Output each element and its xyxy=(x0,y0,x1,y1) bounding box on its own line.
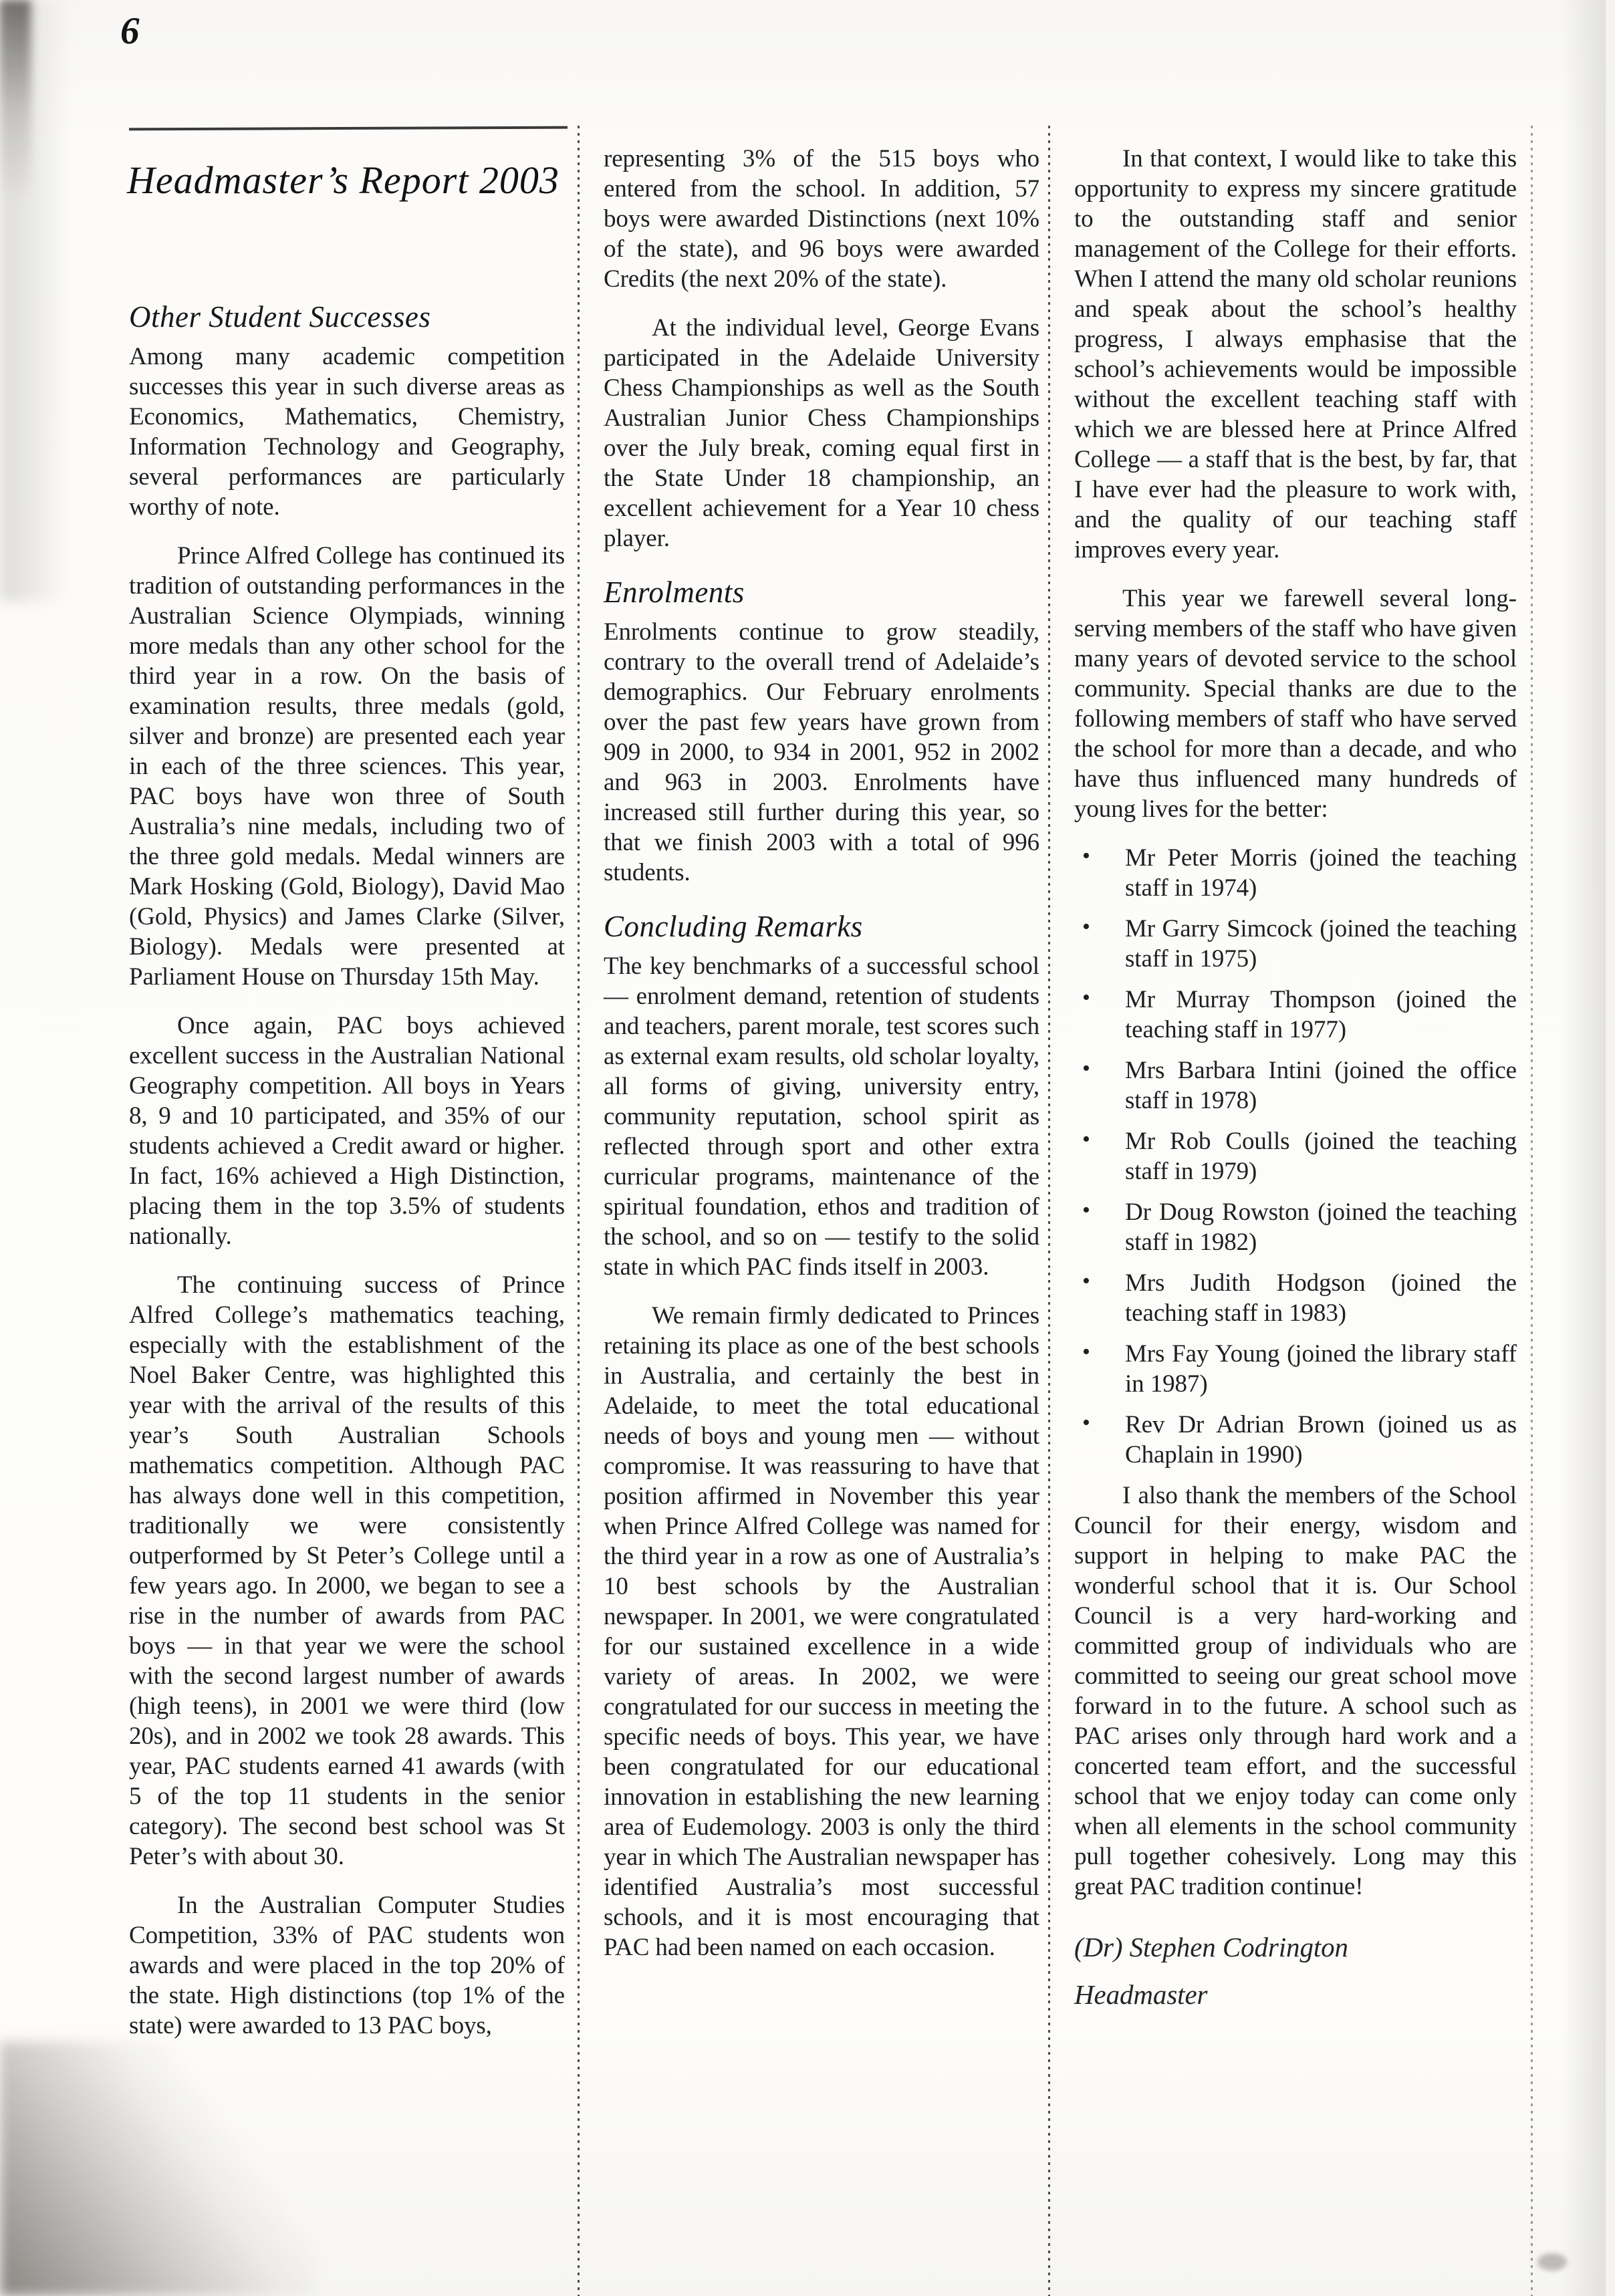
bullet-dot-icon: • xyxy=(1082,914,1090,939)
bullet-item xyxy=(1074,985,1517,1045)
paragraph: Prince Alfred College has continued its tradition of outstanding performances in the Australian Science Olympiads, winning more medals than any other school for the third year in a row. On the basis of examination results, three medals (gold, silver and bronze) are presented each year in each of the three sciences. This year, PAC boys have won three of South Australia’s nine medals, including two of the three gold medals. Medal winners are Mark Hosking (Gold, Biology), David Mao (Gold, Physics) and James Clarke (Silver, Biology). Medals were presented at Parliament House on Thursday 15th May. xyxy=(129,542,565,991)
bullet-text: Mrs Fay Young (joined the library staff in 1987) xyxy=(1125,1340,1517,1398)
bullet-item xyxy=(1074,1339,1517,1399)
paragraph: Among many academic competition successes this year in such diverse areas as Economics, Mathematics, Chemistry, Information Technology and Geography, several performances are particularly worthy of note. xyxy=(129,343,565,521)
page-title: Headmaster’s Report 2003 xyxy=(127,158,560,202)
signature-name: (Dr) Stephen Codrington xyxy=(1074,1932,1348,1962)
bullet-item xyxy=(1074,914,1517,974)
bullet-text: Mr Peter Morris (joined the teaching staff in 1974) xyxy=(1125,844,1517,902)
bullet-text: Mr Rob Coulls (joined the teaching staff in 1979) xyxy=(1125,1128,1517,1185)
column-divider-3 xyxy=(1531,126,1533,2296)
paragraph: We remain firmly dedicated to Princes retaining its place as one of the best schools in Australia, and certainly the best in Adelaide, to meet the total educational needs of boys and young men — without compromise. It was reassuring to have that position affirmed in November this year when Prince Alfred College was named for the third year in a row as one of Australia’s 10 best schools by the Australian newspaper. In 2001, we were congratulated for our sustained excellence in a wide variety of areas. In 2002, we were congratulated for our success in meeting the specific needs of boys. This year, we have been congratulated for our educational innovation in establishing the new learning area of Eudemology. 2003 is only the third year in which The Australian newspaper has identified Australia’s most successful schools, and it is most encouraging that PAC had been named on each occasion. xyxy=(604,1302,1039,1961)
bullet-dot-icon: • xyxy=(1082,1056,1090,1081)
paragraph: In the Australian Computer Studies Competition, 33% of PAC students won awards and were placed in the top 20% of the state. High distinctions (top 1% of the state) were awarded to 13 PAC boys, xyxy=(129,1892,565,2039)
page-number: 6 xyxy=(120,10,140,52)
paragraph: The continuing success of Prince Alfred College’s mathematics teaching, especially with the establishment of the Noel Baker Centre, was highlighted this year with the arrival of the results of this year’s South Australian Schools mathematics competition. Although PAC has always done well in this competition, traditionally we were consistently outperformed by St Peter’s College until a few years ago. In 2000, we began to see a rise in the number of awards from PAC boys — in that year we were the school with the second largest number of awards (high teens), in 2001 we were third (low 20s), and in 2002 we took 28 awards. This year, PAC students earned 41 awards (with 5 of the top 11 students in the senior category). The second best school was St Peter’s with about 30. xyxy=(129,1271,565,1870)
bullet-dot-icon: • xyxy=(1082,1127,1090,1152)
column-divider-2 xyxy=(1048,126,1050,2296)
paragraph: The key benchmarks of a successful school — enrolment demand, retention of students and teachers, parent morale, test scores such as external exam results, old scholar loyalty, all forms of giving, university entry, community reputation, school spirit as reflected through sport and other extra curricular programs, maintenance of the spiritual foundation, ethos and tradition of the school, and so on — testify to the solid state in which PAC finds itself in 2003. xyxy=(604,952,1039,1281)
page-edge-highlight-right xyxy=(1606,0,1615,2296)
paragraph: representing 3% of the 515 boys who entered from the school. In addition, 57 boys were awarded Distinctions (next 10% of the state), and 96 boys were awarded Credits (the next 20% of the state). xyxy=(604,145,1039,293)
bullet-dot-icon: • xyxy=(1082,1340,1090,1364)
signature-role: Headmaster xyxy=(1074,1979,1208,2010)
bullet-item xyxy=(1074,1268,1517,1328)
bullet-dot-icon: • xyxy=(1082,844,1090,868)
bullet-text: Rev Dr Adrian Brown (joined us as Chaplain in 1990) xyxy=(1125,1411,1517,1469)
paragraph: Enrolments continue to grow steadily, contrary to the overall trend of Adelaide’s demographics. Our February enrolments over the past few years have grown from 909 in 2000, to 934 in 2001, 952 in 2002 and 963 in 2003. Enrolments have increased still further during this year, so that we finish 2003 with a total of 996 students. xyxy=(604,618,1039,886)
ink-smudge-bottom-right xyxy=(1537,2253,1567,2271)
scan-shade-left-edge xyxy=(0,0,87,602)
bullet-item xyxy=(1074,1197,1517,1257)
bullet-item xyxy=(1074,1055,1517,1116)
bullet-text: Mrs Barbara Intini (joined the office staff in 1978) xyxy=(1125,1057,1517,1114)
section-heading: Enrolments xyxy=(604,576,745,609)
title-rule xyxy=(129,126,568,131)
bullet-text: Mr Garry Simcock (joined the teaching staff in 1975) xyxy=(1125,915,1517,973)
bullet-item xyxy=(1074,1126,1517,1186)
bullet-text: Mr Murray Thompson (joined the teaching staff in 1977) xyxy=(1125,986,1517,1043)
column-2 xyxy=(604,144,1039,1981)
bullet-dot-icon: • xyxy=(1082,1410,1090,1435)
paragraph: I also thank the members of the School Council for their energy, wisdom and support in helping to make PAC the wonderful school that it is. Our School Council is a very hard-working and committed group of individuals who are committed to seeing our great school move forward in to the future. A school such as PAC arises only through hard work and a concerted team effort, and the successful school that we enjoy today can come only when all elements in the school community pull together cohesively. Long may this great PAC tradition continue! xyxy=(1074,1482,1517,1900)
bullet-dot-icon: • xyxy=(1082,1269,1090,1293)
bullet-text: Dr Doug Rowston (joined the teaching staff in 1982) xyxy=(1125,1198,1517,1256)
bullet-item xyxy=(1074,1410,1517,1470)
column-divider-1 xyxy=(578,126,580,2296)
paragraph: At the individual level, George Evans participated in the Adelaide University Chess Championships as well as the South Australian Junior Chess Championships over the July break, coming equal first in the State Under 18 championship, an excellent achievement for a Year 10 chess player. xyxy=(604,314,1039,552)
bullet-dot-icon: • xyxy=(1082,985,1090,1010)
bullet-item xyxy=(1074,843,1517,903)
section-heading: Concluding Remarks xyxy=(604,910,863,943)
bullet-text: Mrs Judith Hodgson (joined the teaching staff in 1983) xyxy=(1125,1269,1517,1327)
bullet-dot-icon: • xyxy=(1082,1198,1090,1223)
paragraph: This year we farewell several long-serving members of the staff who have given many years of devoted service to the school community. Special thanks are due to the following members of staff who have served the school for more than a decade, and who have thus influenced many hundreds of young lives for the better: xyxy=(1074,585,1517,823)
column-1 xyxy=(129,302,565,2059)
page-curl-shadow-bottom-left xyxy=(0,2042,314,2296)
paragraph: Once again, PAC boys achieved excellent success in the Australian National Geography competition. All boys in Years 8, 9 and 10 participated, and 35% of our students achieved a Credit award or higher. In fact, 16% achieved a High Distinction, placing them in the top 3.5% of students nationally. xyxy=(129,1012,565,1250)
paragraph: In that context, I would like to take this opportunity to express my sincere gratitude to the outstanding staff and senior management of the College for their efforts. When I attend the many old scholar reunions and speak about the school’s healthy progress, I always emphasise that the school’s achievements would be impossible without the excellent teaching staff with which we are blessed here at Prince Alfred College — a staff that is the best, by far, that I have ever had the pleasure to work with, and the quality of our teaching staff improves every year. xyxy=(1074,145,1517,563)
section-heading: Other Student Successes xyxy=(129,300,431,334)
column-3 xyxy=(1074,144,1517,2010)
